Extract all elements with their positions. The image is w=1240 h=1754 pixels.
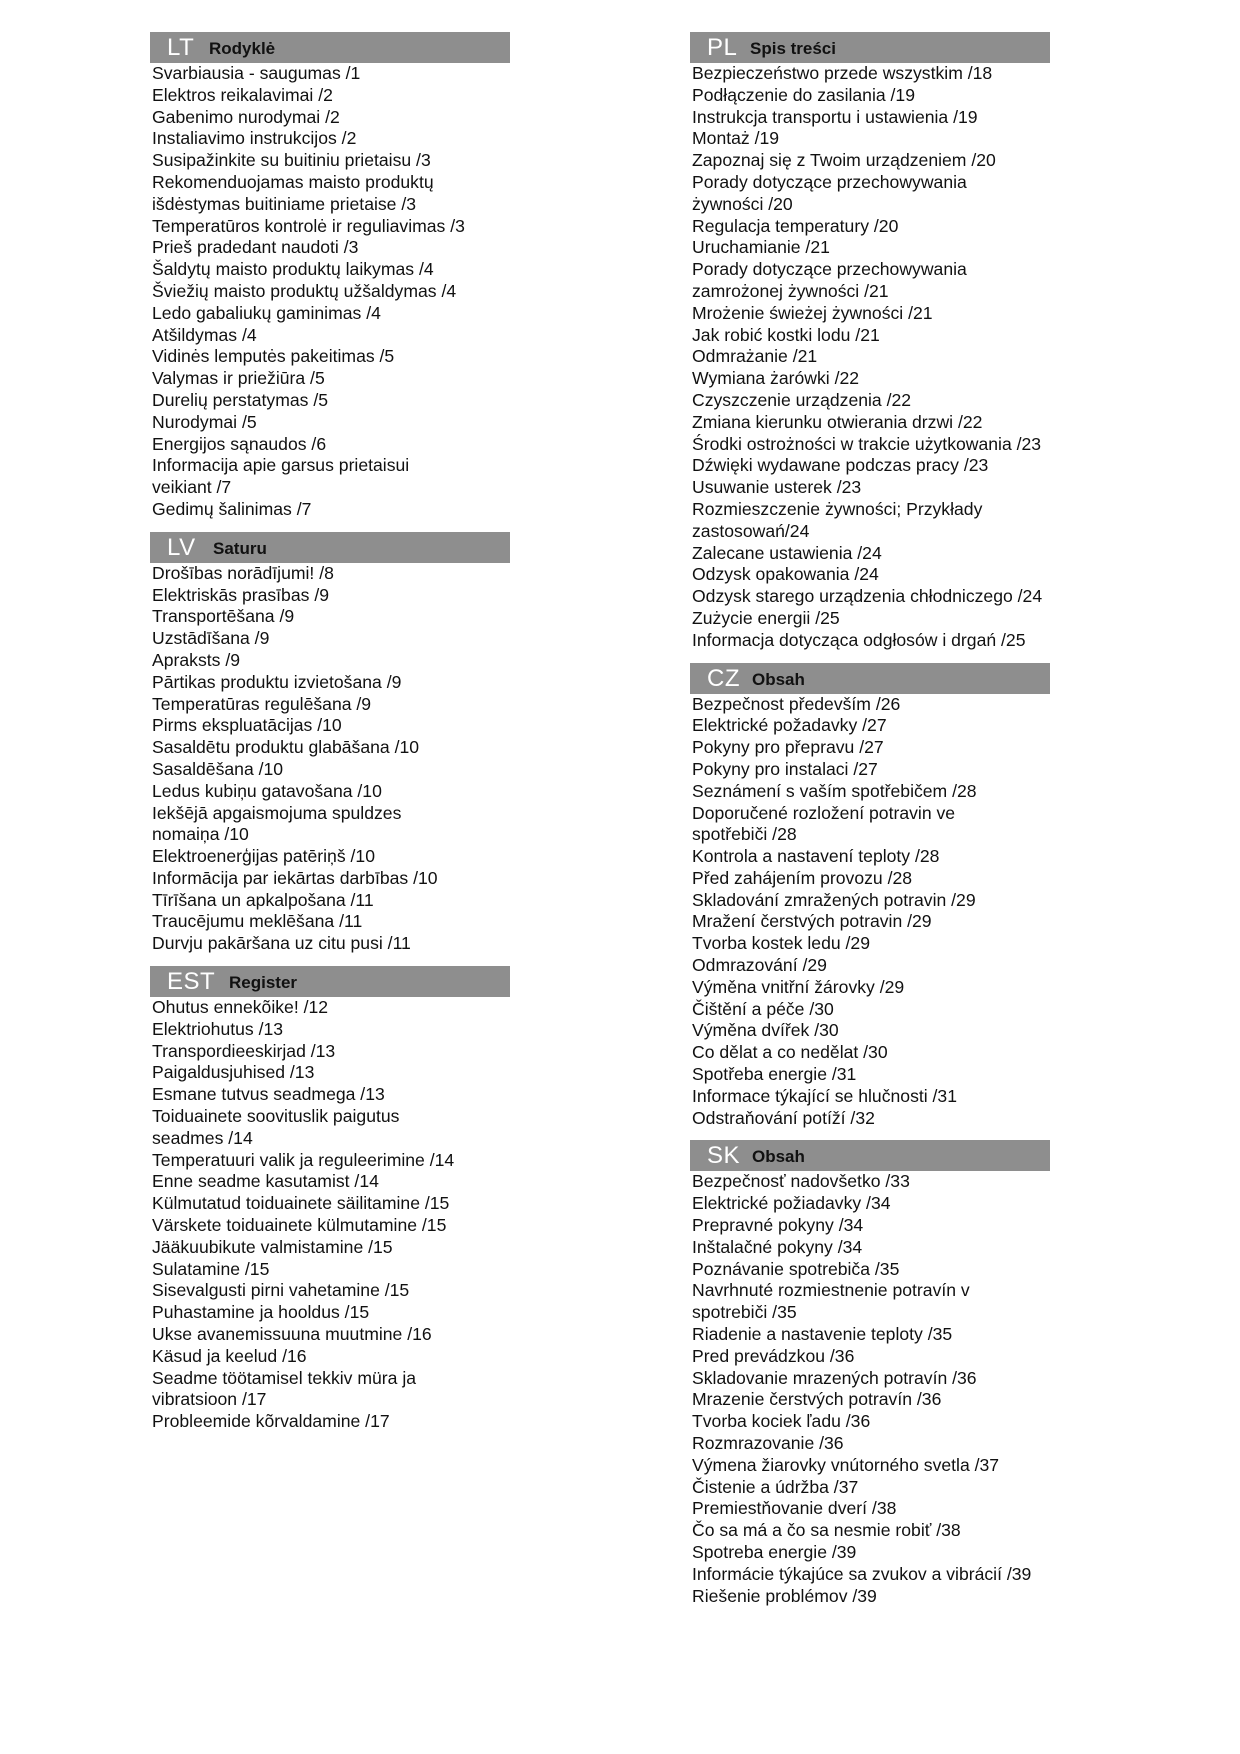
toc-entry: seadmes /14: [152, 1127, 253, 1148]
toc-entry: Pokyny pro přepravu /27: [692, 737, 884, 758]
toc-list: [690, 63, 1110, 652]
toc-entry: Výmena žiarovky vnútorného svetla /37: [692, 1454, 1000, 1475]
language-code: SK: [707, 1142, 741, 1170]
toc-entry: Podłączenie do zasilania /19: [692, 84, 916, 105]
toc-entry: Esmane tutvus seadmega /13: [152, 1084, 385, 1105]
toc-entry: Jääkuubikute valmistamine /15: [152, 1236, 393, 1257]
toc-entry: Käsud ja keelud /16: [152, 1345, 307, 1366]
toc-entry: Inštalačné pokyny /34: [692, 1236, 863, 1257]
toc-entry: Odzysk starego urządzenia chłodniczego /24: [692, 586, 1043, 607]
toc-list: [150, 63, 510, 521]
toc-entry: Odmrażanie /21: [692, 346, 818, 367]
toc-entry: Durvju pakāršana uz citu pusi /11: [152, 933, 411, 954]
toc-entry: Susipažinkite su buitiniu prietaisu /3: [152, 150, 431, 171]
toc-entry: Informace týkající se hlučnosti /31: [692, 1085, 958, 1106]
toc-entry: Atšildymas /4: [152, 324, 257, 345]
toc-entry: Čistenie a údržba /37: [692, 1476, 859, 1497]
toc-entry: nomaiņa /10: [152, 824, 249, 845]
toc-entry: Sulatamine /15: [152, 1258, 270, 1279]
toc-entry: Nurodymai /5: [152, 411, 257, 432]
toc-entry: żywności /20: [692, 193, 793, 214]
section-header-lv: [150, 532, 510, 563]
toc-entry: Ledus kubiņu gatavošana /10: [152, 780, 382, 801]
toc-entry: Dźwięki wydawane podczas pracy /23: [692, 455, 989, 476]
toc-entry: Zapoznaj się z Twoim urządzeniem /20: [692, 150, 996, 171]
toc-list: [150, 997, 510, 1433]
toc-entry: Odstraňování potíží /32: [692, 1107, 875, 1128]
right-column: [690, 32, 1110, 1607]
toc-list: [690, 1171, 1110, 1607]
toc-entry: spotřebiči /28: [692, 824, 797, 845]
language-code: LV: [167, 533, 196, 561]
toc-entry: Puhastamine ja hooldus /15: [152, 1302, 370, 1323]
toc-entry: Czyszczenie urządzenia /22: [692, 389, 912, 410]
toc-entry: Před zahájením provozu /28: [692, 867, 913, 888]
toc-entry: Informacja dotycząca odgłosów i drgań /25: [692, 629, 1026, 650]
toc-entry: Čo sa má a čo sa nesmie robiť /38: [692, 1520, 961, 1541]
toc-entry: Porady dotyczące przechowywania: [692, 171, 967, 192]
toc-entry: Pirms ekspluatācijas /10: [152, 715, 342, 736]
toc-entry: Elektrické požiadavky /34: [692, 1193, 891, 1214]
toc-entry: Ledo gabaliukų gaminimas /4: [152, 302, 381, 323]
toc-entry: Mrazenie čerstvých potravín /36: [692, 1389, 942, 1410]
toc-entry: Rozmieszczenie żywności; Przykłady: [692, 498, 983, 519]
toc-entry: veikiant /7: [152, 477, 232, 498]
toc-entry: Durelių perstatymas /5: [152, 389, 329, 410]
toc-entry: Tvorba kociek ľadu /36: [692, 1411, 871, 1432]
section-title: Register: [229, 973, 298, 993]
toc-entry: Prieš pradedant naudoti /3: [152, 237, 359, 258]
section-pl: [690, 32, 1110, 652]
toc-entry: Wymiana żarówki /22: [692, 368, 860, 389]
toc-entry: Doporučené rozložení potravin ve: [692, 802, 956, 823]
toc-entry: Usuwanie usterek /23: [692, 477, 862, 498]
toc-entry: Porady dotyczące przechowywania: [692, 259, 967, 280]
toc-entry: Spotreba energie /39: [692, 1542, 857, 1562]
toc-entry: Gedimų šalinimas /7: [152, 498, 312, 519]
section-title: Obsah: [752, 1147, 805, 1167]
toc-entry: spotrebiči /35: [692, 1302, 797, 1323]
toc-entry: Jak robić kostki lodu /21: [692, 324, 880, 345]
toc-entry: Bezpečnost především /26: [692, 693, 901, 714]
toc-entry: Mrożenie świeżej żywności /21: [692, 302, 933, 323]
toc-entry: Informacija apie garsus prietaisui: [152, 455, 410, 476]
toc-entry: Külmutatud toiduainete säilitamine /15: [152, 1193, 450, 1214]
toc-entry: Šaldytų maisto produktų laikymas /4: [152, 259, 434, 280]
toc-entry: Mražení čerstvých potravin /29: [692, 911, 932, 932]
toc-entry: Odmrazování /29: [692, 955, 827, 976]
toc-entry: Bezpečnosť nadovšetko /33: [692, 1171, 910, 1192]
toc-entry: Zmiana kierunku otwierania drzwi /22: [692, 411, 983, 432]
toc-entry: Kontrola a nastavení teploty /28: [692, 846, 940, 867]
section-est: [150, 966, 510, 1433]
section-header-pl: [690, 32, 1050, 63]
toc-entry: Ohutus ennekõike! /12: [152, 997, 329, 1018]
language-code: CZ: [707, 664, 740, 692]
toc-entry: Instrukcja transportu i ustawienia /19: [692, 106, 978, 127]
toc-entry: Transportēšana /9: [152, 606, 295, 627]
toc-entry: Sisevalgusti pirni vahetamine /15: [152, 1280, 410, 1301]
section-title: Saturu: [213, 538, 267, 558]
toc-entry: Enne seadme kasutamist /14: [152, 1171, 379, 1192]
toc-entry: Uruchamianie /21: [692, 237, 830, 258]
toc-entry: Poznávanie spotrebiča /35: [692, 1258, 900, 1279]
section-cz: [690, 663, 1110, 1130]
left-column: [150, 32, 510, 1433]
toc-entry: Prepravné pokyny /34: [692, 1215, 864, 1236]
toc-entry: Energijos sąnaudos /6: [152, 433, 327, 454]
toc-entry: Čištění a péče /30: [692, 998, 834, 1019]
toc-entry: Apraksts /9: [152, 649, 241, 670]
toc-entry: Transpordieeskirjad /13: [152, 1040, 336, 1061]
language-code: LT: [167, 34, 195, 61]
toc-entry: Toiduainete soovituslik paigutus: [152, 1106, 400, 1127]
toc-entry: Środki ostrożności w trakcie użytkowania /23: [692, 433, 1042, 454]
toc-entry: Spotřeba energie /31: [692, 1064, 857, 1085]
toc-entry: Bezpieczeństwo przede wszystkim /18: [692, 63, 993, 83]
toc-entry: Montaż /19: [692, 128, 780, 149]
toc-entry: Probleemide kõrvaldamine /17: [152, 1411, 390, 1432]
toc-entry: Iekšējā apgaismojuma spuldzes: [152, 802, 402, 823]
language-code: EST: [167, 968, 216, 996]
toc-list: [690, 694, 1110, 1130]
toc-entry: Gabenimo nurodymai /2: [152, 106, 340, 127]
toc-entry: Värskete toiduainete külmutamine /15: [152, 1215, 447, 1236]
section-title: Obsah: [752, 669, 805, 689]
toc-entry: Elektros reikalavimai /2: [152, 84, 333, 105]
toc-entry: vibratsioon /17: [152, 1389, 267, 1410]
toc-entry: zamrożonej żywności /21: [692, 280, 889, 301]
toc-entry: Co dělat a co nedělat /30: [692, 1042, 888, 1063]
toc-entry: Elektriskās prasības /9: [152, 584, 329, 605]
toc-entry: Informācija par iekārtas darbības /10: [152, 867, 438, 888]
toc-entry: Temperatūros kontrolė ir reguliavimas /3: [152, 215, 465, 236]
toc-entry: Pārtikas produktu izvietošana /9: [152, 671, 402, 692]
toc-entry: Sasaldētu produktu glabāšana /10: [152, 737, 420, 758]
toc-entry: Riešenie problémov /39: [692, 1585, 877, 1606]
toc-entry: Pokyny pro instalaci /27: [692, 758, 878, 779]
toc-entry: Výměna dvířek /30: [692, 1020, 839, 1041]
toc-entry: Paigaldusjuhised /13: [152, 1062, 315, 1083]
toc-entry: Zalecane ustawienia /24: [692, 542, 882, 563]
toc-entry: Regulacja temperatury /20: [692, 215, 899, 236]
toc-entry: Temperatūras regulēšana /9: [152, 693, 372, 714]
toc-entry: Pred prevádzkou /36: [692, 1345, 855, 1366]
section-lt: [150, 32, 510, 521]
toc-entry: Valymas ir priežiūra /5: [152, 368, 325, 389]
section-header-cz: [690, 663, 1050, 694]
toc-entry: Svarbiausia - saugumas /1: [152, 63, 361, 83]
section-sk: [690, 1140, 1110, 1607]
toc-entry: Skladování zmražených potravin /29: [692, 889, 976, 910]
toc-entry: Seznámení s vaším spotřebičem /28: [692, 780, 977, 801]
toc-entry: Skladovanie mrazených potravín /36: [692, 1367, 977, 1388]
section-title: Rodyklė: [209, 39, 276, 58]
toc-entry: Šviežių maisto produktų užšaldymas /4: [152, 280, 457, 301]
section-header-est: [150, 966, 510, 997]
toc-entry: Premiestňovanie dverí /38: [692, 1498, 897, 1519]
toc-entry: Traucējumu meklēšana /11: [152, 911, 363, 932]
toc-entry: Sasaldēšana /10: [152, 758, 284, 779]
language-code: PL: [707, 34, 738, 61]
toc-list: [150, 563, 510, 955]
toc-entry: Ukse avanemissuuna muutmine /16: [152, 1324, 432, 1345]
toc-entry: Informácie týkajúce sa zvukov a vibrácií /39: [692, 1563, 1032, 1584]
toc-entry: zastosowań/24: [692, 520, 810, 541]
section-header-lt: [150, 32, 510, 63]
toc-entry: Uzstādīšana /9: [152, 628, 270, 649]
toc-entry: Rozmrazovanie /36: [692, 1433, 844, 1454]
section-title: Spis treści: [750, 39, 836, 58]
toc-entry: Riadenie a nastavenie teploty /35: [692, 1324, 953, 1345]
toc-entry: Seadme töötamisel tekkiv müra ja: [152, 1367, 417, 1388]
toc-entry: Odzysk opakowania /24: [692, 564, 879, 585]
toc-entry: Elektrické požadavky /27: [692, 715, 887, 736]
toc-entry: Tīrīšana un apkalpošana /11: [152, 889, 374, 910]
toc-entry: Temperatuuri valik ja reguleerimine /14: [152, 1149, 455, 1170]
toc-entry: Elektriohutus /13: [152, 1018, 284, 1039]
section-lv: [150, 532, 510, 955]
section-header-sk: [690, 1140, 1050, 1171]
toc-entry: Drošības norādījumi! /8: [152, 562, 334, 583]
toc-entry: Tvorba kostek ledu /29: [692, 933, 870, 954]
toc-entry: Zużycie energii /25: [692, 607, 840, 628]
toc-entry: Elektroenerģijas patēriņš /10: [152, 846, 375, 867]
toc-entry: Vidinės lemputės pakeitimas /5: [152, 346, 395, 367]
toc-entry: Výměna vnitřní žárovky /29: [692, 976, 905, 997]
toc-entry: išdėstymas buitiniame prietaise /3: [152, 193, 417, 214]
toc-entry: Rekomenduojamas maisto produktų: [152, 171, 434, 192]
toc-entry: Navrhnuté rozmiestnenie potravín v: [692, 1280, 970, 1301]
toc-entry: Instaliavimo instrukcijos /2: [152, 128, 357, 149]
